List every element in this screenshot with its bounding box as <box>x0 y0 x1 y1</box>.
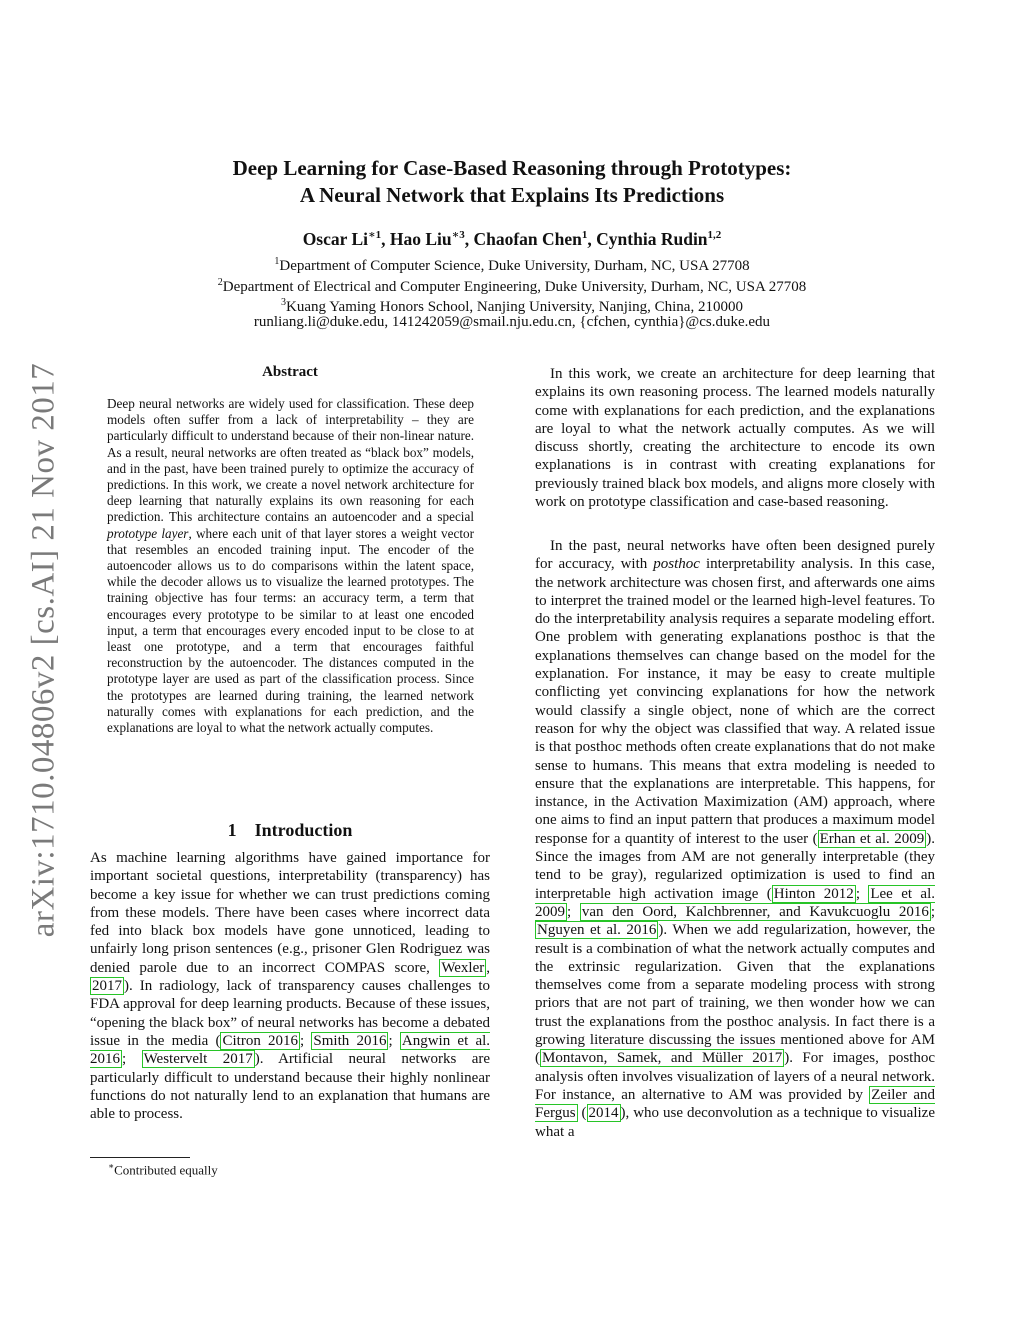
right-paragraph-2 <box>535 537 935 1141</box>
citation-link[interactable]: Nguyen et al. 2016 <box>537 922 657 939</box>
footnote-rule <box>90 1157 190 1158</box>
author-emails: runliang.li@duke.edu, 141242059@smail.nju.edu.cn, {cfchen, cynthia}@cs.duke.edu <box>253 314 771 330</box>
citation-link[interactable]: Angwin et al. 2016 <box>90 1032 491 1068</box>
citation-link[interactable]: Westervelt 2017 <box>143 1051 253 1068</box>
citation-link[interactable]: 2017 <box>92 978 122 995</box>
section-number: 1 <box>227 820 237 840</box>
body-text: ). When we add regularization, however, the result is a combination of what the network actually computes and the extrinsic regularization. Given that the explanations themselves come from a separate modeling process with strong priors that are not part of training, we then wonder how we can trust the explanations from the posthoc analysis. In fact there is a growing literature discussing the issues mentioned above for AM ( <box>535 922 935 1067</box>
body-text: ; <box>930 903 936 920</box>
author-name: , Cynthia Rudin <box>587 228 708 249</box>
citation-link[interactable]: Smith 2016 <box>313 1032 387 1049</box>
footnote-text: Contributed equally <box>114 1162 218 1178</box>
section-title: Introduction <box>254 820 353 840</box>
citation-link[interactable]: Lee et al. 2009 <box>535 885 935 920</box>
footnote-mark: ∗ <box>108 1161 115 1171</box>
abstract-emphasis: prototype layer <box>107 525 189 541</box>
citation-link[interactable]: Zeiler and Fergus <box>535 1086 935 1122</box>
paper-title-line2: A Neural Network that Explains Its Predictions <box>299 183 725 207</box>
body-text: As machine learning algorithms have gained importance for important societal questions, interpretability (transparency) has become a key issue for whether we can trust predictions coming from these models. There have been cases where incorrect data fed into black box models have gone unnoticed, leading to unfairly long prison sentences (e.g., prisoner Glen Rodriguez was denied parole due to an incorrect COMPAS score, <box>90 850 490 976</box>
intro-paragraph <box>90 849 490 1123</box>
affiliation-mark: 2 <box>217 277 223 288</box>
body-text: ). For images, posthoc analysis often involves visualization of layers of a neural network. For instance, an alternative to AM was provided by <box>535 1050 935 1103</box>
body-text: ; <box>855 885 869 902</box>
body-emphasis: posthoc <box>653 556 700 573</box>
body-text: ( <box>577 1105 587 1122</box>
citation-link[interactable]: Montavon, Samek, and Müller 2017 <box>542 1050 783 1067</box>
abstract-text: Deep neural networks are widely used for classification. These deep models often suffer from a lack of interpretability – they are particularly difficult to understand because of their non-linear nature. As a result, neural networks are often treated as “black box” models, and in the past, have been trained purely to optimize the accuracy of predictions. In this work, we create a novel network architecture for deep learning that naturally explains its own reasoning for each prediction. This architecture contains an autoencoder and a special <box>107 396 474 525</box>
body-text: ). Artificial neural networks are particularly difficult to understand because their highly nonlinear functions do not naturally lend to an explanation that humans are able to process. <box>90 1051 491 1123</box>
citation-link[interactable]: van den Oord, Kalchbrenner, and Kavukcuoglu 2016 <box>581 903 929 920</box>
body-text: ). Since the images from AM are not generally interpretable (they tend to be gray), regularized optimization is used to find an interpretable high activation image ( <box>535 830 935 902</box>
author-mark: ∗3 <box>451 229 465 241</box>
author-list <box>0 228 1024 250</box>
body-text: ; <box>388 1032 400 1049</box>
body-text: ; <box>300 1032 312 1049</box>
paper-title-line1: Deep Learning for Case-Based Reasoning through Prototypes: <box>232 156 792 180</box>
body-text: , <box>486 959 490 976</box>
affiliation-text: Department of Electrical and Computer Engineering, Duke University, Durham, NC, USA 27708 <box>222 279 807 295</box>
body-text: In the past, neural networks have often been designed purely for accuracy, with <box>535 538 935 573</box>
section-heading-introduction <box>90 820 490 841</box>
citation-link[interactable]: Citron 2016 <box>222 1032 299 1049</box>
body-text: interpretability analysis. In this case, the network architecture was chosen first, and afterwards one aims to interpret the trained model or the learned high-level features. To do the interpretability analysis requires a separate modeling effort. One problem with generating explanations posthoc is that the explanations themselves can change based on the model for the explanation. For instance, it may be easy to create multiple conflicting yet convincing explanations for how the network would classify a single object, none of which are the correct reason for why the object was classified that way. A related issue is that posthoc methods often create explanations that do not make sense to humans. This means that extra modeling is needed to ensure that the explanations are interpretable. This happens, for instance, in the Activation Maximization (AM) approach, where one aims to find an input pattern that produces a maximum model response for a quantity of interest to the user ( <box>535 556 935 847</box>
affiliation-mark: 3 <box>281 297 287 308</box>
body-text: ). In radiology, lack of transparency causes challenges to FDA approval for deep learning products. Because of these issues, “opening the black box” of neural networks has become a debated issue in the media ( <box>90 978 490 1049</box>
arxiv-stamp <box>24 355 64 945</box>
citation-link[interactable]: Hinton 2012 <box>773 885 854 902</box>
affiliation-text: Department of Computer Science, Duke University, Durham, NC, USA 27708 <box>279 258 750 274</box>
author-name: Oscar Li <box>302 228 368 249</box>
citation-link[interactable]: 2014 <box>588 1105 619 1122</box>
citation-link[interactable]: Erhan et al. 2009 <box>819 830 925 847</box>
abstract-text: , where each unit of that layer stores a weight vector that resembles an encoded training input. The encoder of the autoencoder allows us to do comparisons within the latent space, while the decoder allows us to visualize the learned prototypes. The training objective has four terms: an accuracy term, a term that encourages every prototype to be similar to at least one encoded input, a term that encourages every encoded input to be close to at least one prototype, and a term that encourages faithful reconstruction by the autoencoder. The distances computed in the prototype layer are used as part of the classification process. Since the prototypes are learned during training, the learned network naturally comes with explanations for each prediction, and the explanations are loyal to what the network actually computes. <box>107 525 474 736</box>
author-mark: 1 <box>581 229 588 241</box>
body-text: ; <box>567 903 580 920</box>
arxiv-stamp-text: arXiv:1710.04806v2 [cs.AI] 21 Nov 2017 <box>25 362 62 938</box>
body-text: ; <box>122 1051 142 1068</box>
abstract-body <box>107 396 474 736</box>
affiliation-text: Kuang Yaming Honors School, Nanjing University, Nanjing, China, 210000 <box>286 299 743 315</box>
footnote <box>108 1161 218 1178</box>
author-name: , Hao Liu <box>381 228 452 249</box>
author-mark: 1,2 <box>707 229 722 241</box>
author-name: , Chaofan Chen <box>464 228 582 249</box>
author-mark: ∗1 <box>368 229 382 241</box>
abstract-heading: Abstract <box>262 364 318 380</box>
affiliation-mark: 1 <box>274 256 280 267</box>
right-paragraph-1: In this work, we create an architecture for deep learning that explains its own reasoning process. The learned models naturally come with explanations for each prediction, and the explanations are loyal to what the network actually computes. As we will discuss shortly, creating the architecture to encode its own explanations is in contrast with creating explanations for previously trained black box models, and aligns more closely with work on prototype classification and case-based reasoning. <box>535 366 935 511</box>
body-text: ), who use deconvolution as a technique to visualize what a <box>535 1105 935 1140</box>
citation-link[interactable]: Wexler <box>441 959 485 976</box>
